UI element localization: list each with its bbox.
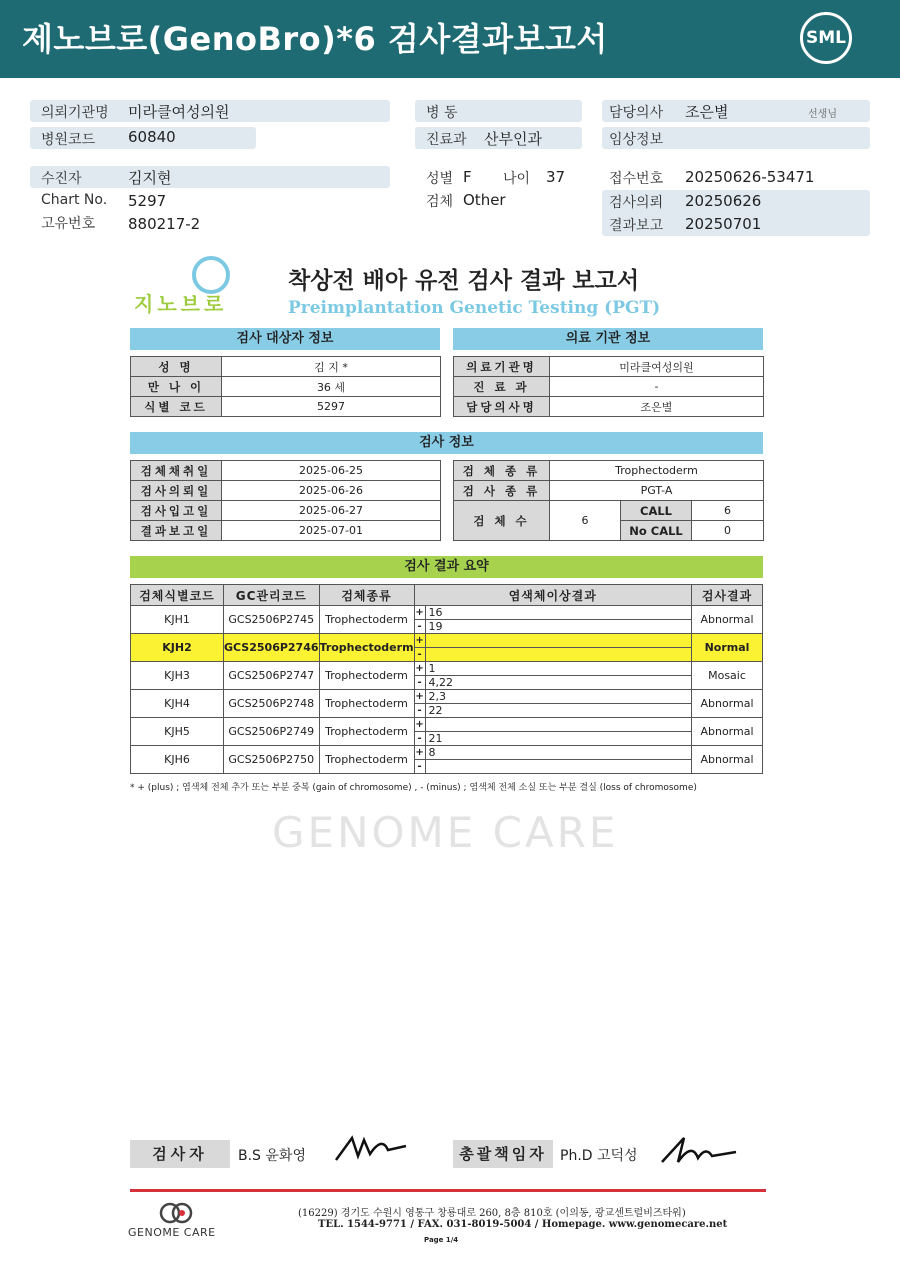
test-result: Mosaic [692,662,763,690]
subject-label: 만 나 이 [131,377,222,397]
doctor-value: 조은별 [685,103,729,121]
chief-label: 총괄책임자 [453,1140,553,1168]
age-label: 나이 [503,171,531,187]
gc-code: GCS2506P2748 [224,690,320,718]
ward-label: 병 동 [426,105,458,121]
tester-name: B.S 윤화영 [238,1148,306,1164]
doctor-label: 담당의사 [609,105,664,121]
specimen-value: Other [463,191,506,209]
minus-sign: - [414,620,425,634]
loss-chromosomes: 19 [425,620,691,634]
doctor-suffix: 선생님 [808,109,837,120]
receipt-value: 20250626-53471 [685,168,815,186]
genobro-logo-text: 지노브로 [134,292,228,316]
gain-chromosomes [425,718,691,732]
receipt-label: 접수번호 [609,171,664,187]
gain-chromosomes [425,634,691,648]
gc-code: GCS2506P2749 [224,718,320,746]
minus-sign: - [414,704,425,718]
tester-label: 검사자 [130,1140,230,1168]
institution-section-header: 의료 기관 정보 [453,328,763,350]
genome-care-logo-icon [158,1200,194,1226]
test-result: Abnormal [692,746,763,774]
test-result: Abnormal [692,718,763,746]
footer-contact: TEL. 1544-9771 / FAX. 031-8019-5004 / Homepage. www.genomecare.net [318,1219,728,1230]
call-label: CALL [621,501,692,521]
plus-sign: + [415,747,424,758]
request-value: 20250626 [685,192,762,210]
footnote: * + (plus) ; 염색체 전체 추가 또는 부분 중복 (gain of chromosome) , - (minus) ; 염색체 전체 소실 또는 부분 결실 (loss of chromosome) [130,783,697,793]
footer-divider [130,1189,766,1192]
count-value: 6 [550,501,621,541]
specimen-id: KJH3 [131,662,224,690]
loss-chromosomes: 22 [425,704,691,718]
dept-label: 진료과 [426,132,467,148]
date-label: 검사의뢰일 [131,481,222,501]
unique-value: 880217-2 [128,215,201,233]
table-row [131,606,763,620]
institution-table [453,356,764,417]
specimen-type-label: 검 체 종 류 [454,461,550,481]
report-title: 착상전 배아 유전 검사 결과 보고서 [288,268,640,294]
inst-label: 의료기관명 [454,357,550,377]
institution-label: 의뢰기관명 [41,105,109,121]
hospital-code-value: 60840 [128,128,176,146]
specimen-type: Trophectoderm [319,606,414,634]
col-header: 검체식별코드 [131,585,224,606]
specimen-id: KJH1 [131,606,224,634]
inst-value: 조은별 [550,397,764,417]
table-row [131,690,763,704]
specimen-type: Trophectoderm [319,634,414,662]
table-row [131,746,763,760]
dept-value: 산부인과 [484,130,542,148]
specimen-id: KJH4 [131,690,224,718]
patient-value: 김지현 [128,169,172,187]
age-value: 37 [546,168,566,186]
minus-sign: - [414,760,425,774]
count-label: 검 체 수 [454,501,550,541]
test-result: Normal [692,634,763,662]
minus-sign: - [414,732,425,746]
subject-table [130,356,441,417]
minus-sign: - [414,676,425,690]
test-dates-table [130,460,441,541]
chart-label: Chart No. [41,192,108,208]
specimen-id: KJH5 [131,718,224,746]
specimen-label: 검체 [426,194,454,210]
gain-chromosomes: 16 [425,606,691,620]
plus-sign: + [415,635,424,646]
test-result: Abnormal [692,690,763,718]
page-number: Page 1/4 [424,1236,459,1244]
minus-sign: - [414,648,425,662]
inst-value: 미라클여성의원 [550,357,764,377]
hospital-code-label: 병원코드 [41,132,96,148]
call-value: 6 [692,501,764,521]
date-value: 2025-06-25 [222,461,441,481]
summary-section-header: 검사 결과 요약 [130,556,763,578]
plus-sign: + [415,691,424,702]
date-label: 검체채취일 [131,461,222,481]
date-label: 결과보고일 [131,521,222,541]
table-row [131,634,763,648]
subject-value: 김 지 * [222,357,441,377]
genome-care-watermark: GENOME CARE [272,808,619,857]
specimen-type-value: Trophectoderm [550,461,764,481]
gc-code: GCS2506P2747 [224,662,320,690]
table-row [131,662,763,676]
result-label: 결과보고 [609,218,664,234]
inst-label: 진 료 과 [454,377,550,397]
report-subtitle: Preimplantation Genetic Testing (PGT) [288,298,661,318]
specimen-type: Trophectoderm [319,662,414,690]
gc-code: GCS2506P2750 [224,746,320,774]
specimen-id: KJH2 [131,634,224,662]
request-label: 검사의뢰 [609,195,664,211]
patient-row [30,166,390,188]
sml-logo: SML [800,12,852,64]
plus-sign: + [415,719,424,730]
footer-address: (16229) 경기도 수원시 영통구 창룡대로 260, 8층 810호 (이의동, 광교센트럴비즈타워) [298,1208,686,1219]
col-header: GC관리코드 [224,585,320,606]
subject-value: 36 세 [222,377,441,397]
date-label: 검사입고일 [131,501,222,521]
gain-chromosomes: 1 [425,662,691,676]
col-header: 검체종류 [319,585,414,606]
loss-chromosomes [425,760,691,774]
loss-chromosomes: 21 [425,732,691,746]
test-section-header: 검사 정보 [130,432,763,454]
date-value: 2025-07-01 [222,521,441,541]
plus-sign: + [415,663,424,674]
patient-label: 수진자 [41,171,82,187]
inst-label: 담당의사명 [454,397,550,417]
gc-code: GCS2506P2746 [224,634,320,662]
gain-chromosomes: 8 [425,746,691,760]
result-value: 20250701 [685,215,762,233]
date-value: 2025-06-26 [222,481,441,501]
sex-value: F [463,168,472,186]
inst-value: - [550,377,764,397]
date-value: 2025-06-27 [222,501,441,521]
chief-signature-icon [658,1132,740,1168]
sex-label: 성별 [426,171,454,187]
specimen-type: Trophectoderm [319,718,414,746]
test-type-table [453,460,764,541]
gc-code: GCS2506P2745 [224,606,320,634]
nocall-label: No CALL [621,521,692,541]
subject-section-header: 검사 대상자 정보 [130,328,440,350]
loss-chromosomes: 4,22 [425,676,691,690]
gain-chromosomes: 2,3 [425,690,691,704]
table-row [131,718,763,732]
subject-label: 식별 코드 [131,397,222,417]
subject-label: 성 명 [131,357,222,377]
page-title: 제노브로(GenoBro)*6 검사결과보고서 [22,20,608,58]
institution-value: 미라클여성의원 [128,103,230,121]
specimen-type: Trophectoderm [319,690,414,718]
subject-value: 5297 [222,397,441,417]
clinical-label: 임상정보 [609,132,664,148]
loss-chromosomes [425,648,691,662]
test-type-label: 검 사 종 류 [454,481,550,501]
test-result: Abnormal [692,606,763,634]
col-header: 염색체이상결과 [414,585,691,606]
specimen-id: KJH6 [131,746,224,774]
plus-sign: + [415,607,424,618]
nocall-value: 0 [692,521,764,541]
tester-signature-icon [330,1132,412,1164]
test-type-value: PGT-A [550,481,764,501]
unique-label: 고유번호 [41,216,96,232]
chief-name: Ph.D 고덕성 [560,1148,638,1164]
results-table [130,584,763,774]
genome-care-logo-text: GENOME CARE [128,1226,216,1239]
chart-value: 5297 [128,192,167,210]
col-header: 검사결과 [692,585,763,606]
specimen-type: Trophectoderm [319,746,414,774]
